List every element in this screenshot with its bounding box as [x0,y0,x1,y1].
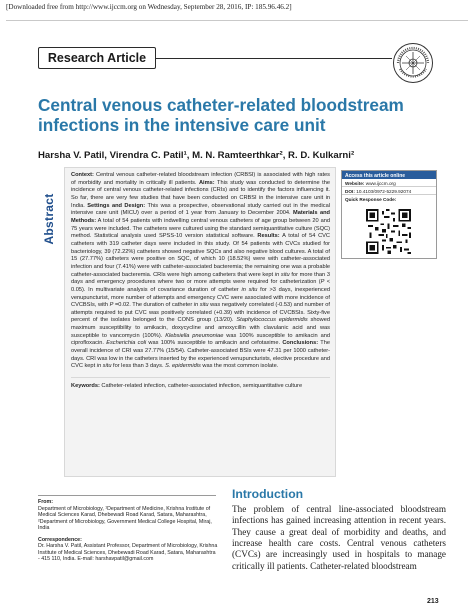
results-text: for more than 3 days and emergency procedures where two or more attempts were required for catheterization ( [71,271,330,286]
affiliation-footnotes [38,499,218,563]
aims-text: This study was conducted to determine the incidence of central venous catheter-related infections (CRIs) and to identify the factors influencing it. So far, there are very few studies that have been conducted on CRBSI in the intensive care unit in India. [71,179,330,209]
website-link[interactable]: www.ijccm.org [365,180,396,186]
society-seal-logo [392,42,434,84]
design-label: Settings and Design: [87,202,146,209]
abstract-side-label [38,170,60,280]
results-label: Results: [257,233,280,240]
abstract-tab-text: Abstract [42,193,56,245]
p-value-symbol: P [320,279,325,286]
conclusions-text: The overall incidence of CRI was 27.77% (15/54). Catheter-associated BSIs were 47.31 per 1000 catheter-days. CRI was low in the catheters inserted by the experienced venupuncturists, elective procedure and CVC kept [71,340,331,370]
page-number: 213 [427,598,439,605]
methods-text: A total of 54 patients with indwelling central venous catheters of age group between 20 and 75 years were included. The catheters were cultured using the standard semiquantitative culture (SQC) method. Statistical analysis used SPSS-10 version statistical software. [71,217,330,240]
results-text: A total of 54 CVC catheters with 319 catheter days were included in this study. Of 54 patients with CVCs studied for bacteriology, 39 (72.22%) catheters showed negative SQCs and also negative blood cultures. A total of 15 (27.77%) catheters were positive on SQC, of which 10 (18.52%) were with catheter-associated infection and four (7.41%) were with catheter-associated bacteremia; the remaining one was a probable catheter-associated bacteremia. CRIs were high among catheters that were kept [71,233,330,278]
methods-label: Materials and Methods: [71,210,330,224]
results-text: was 100% susceptible to amikacin and cefotaxime. [146,340,283,347]
organism-name: S. epidermidis [165,363,201,370]
in-situ-term: in situ [193,302,209,309]
doi-label: DOI: [345,188,355,194]
introduction-text: The problem of central line-associated bloodstream infections has gained increasing attention in recent years. They cause a great deal of morbidity and deaths, and increase health care costs. Central venous catheters (CVCs) are increasingly used in hospitals to manage critically ill patients. Catheter-related bloodstream [232,504,446,571]
results-text: showed maximum susceptibility to amikacin, doxycycline and amoxycillin with clavulanic acid and was susceptible to vancomycin (100%). [71,317,330,339]
abstract-panel [64,167,336,477]
context-label: Context: [71,172,94,178]
organism-name: Staphylococcus epidermidis [236,317,308,324]
footnote-divider [38,495,216,496]
correspondence-label: Correspondence: [38,536,82,543]
qr-code-image [366,209,411,254]
results-text: =0.02. The duration of catheter [113,302,194,309]
introduction-heading: Introduction [232,487,304,501]
conclusions-text: was the most common isolate. [200,363,279,370]
keywords [71,377,330,391]
in-situ-term: in situ [96,363,112,370]
results-text: was 100% susceptible to amikacin and ciprofloxacin. [71,332,331,347]
access-article-box [341,170,437,259]
affiliation-text: Department of Microbiology, ¹Department of Medicine, Krishna Institute of Medical Sciences Karad, Dhebewadi Road Karad, Satara, Maharashtra, ²Department of Microbiology, Government Medical College Hospital, Miraj, India [38,505,212,532]
results-text: for >3 days, inexperienced venupuncturist, more number of attempts and emergency CVC were associated with more incidence of CVCBSIs, with [71,286,330,309]
in-situ-term: in situ [274,271,290,278]
keywords-text: Catheter-related infection, catheter-associated infection, semiquantitative culture [99,383,303,390]
aims-label: Aims: [198,179,215,186]
design-text: This was a prospective, observational study carried out in the medical intensive care unit (MICU) over a period of 1 year from January to December 2004. [71,202,330,217]
download-notice: [Downloaded free from http://www.ijccm.org on Wednesday, September 28, 2016, IP: 185.96.46.2] [6,3,292,11]
article-title: Central venous catheter-related bloodstream infections in the intensive care unit [38,95,404,135]
context-text: Central venous catheter-related bloodstream infection (CRBSI) is associated with high rates of morbidity and mortality in critically ill patients. [71,172,330,186]
website-row [342,179,436,187]
abstract-body [71,172,330,371]
author-list: Harsha V. Patil, Virendra C. Patil¹, M. N. Ramteerthkar², R. D. Kulkarni² [38,150,355,161]
conclusions-label: Conclusions: [282,340,319,347]
results-text: < 0.05). In multivariate analysis of covariance duration of catheter [71,279,330,293]
qr-code-label: Quick Response Code: [345,197,397,202]
results-text: was negatively correlated (-0.53) and number of attempts required to put CVC was positively correlated (+0.39) with incidence of CVCBSIs. Sixty-five percent of the isolates belonged to the CONS group (13/20). [71,302,330,324]
doi-row [342,187,436,195]
header-rule [156,58,392,59]
organism-name: Escherichia coli [106,340,147,347]
doi-value: 10.4103/0972-5229.92074 [356,188,412,194]
conclusions-text: for less than 3 days. [111,363,166,370]
organism-name: Klebsiella pneumoniae [165,332,224,339]
keywords-label: Keywords: [71,383,100,390]
correspondence-text: Dr. Harsha V. Patil, Assistant Professor, Department of Microbiology, Krishna Institute of Medical Sciences, Dhebewadi Road Karad, Satara, Maharashtra - 415 110, India. E-mail: harshavpatil@gmail.com [38,543,218,563]
website-label: Website: [345,180,365,186]
article-type-badge [38,47,156,69]
p-value-symbol: P [109,302,114,309]
in-situ-term: in situ [241,286,258,293]
top-divider [6,20,468,21]
access-box-header: Access this article online [342,171,436,179]
article-type-label: Research Article [47,51,147,65]
from-label: From: [38,499,54,505]
